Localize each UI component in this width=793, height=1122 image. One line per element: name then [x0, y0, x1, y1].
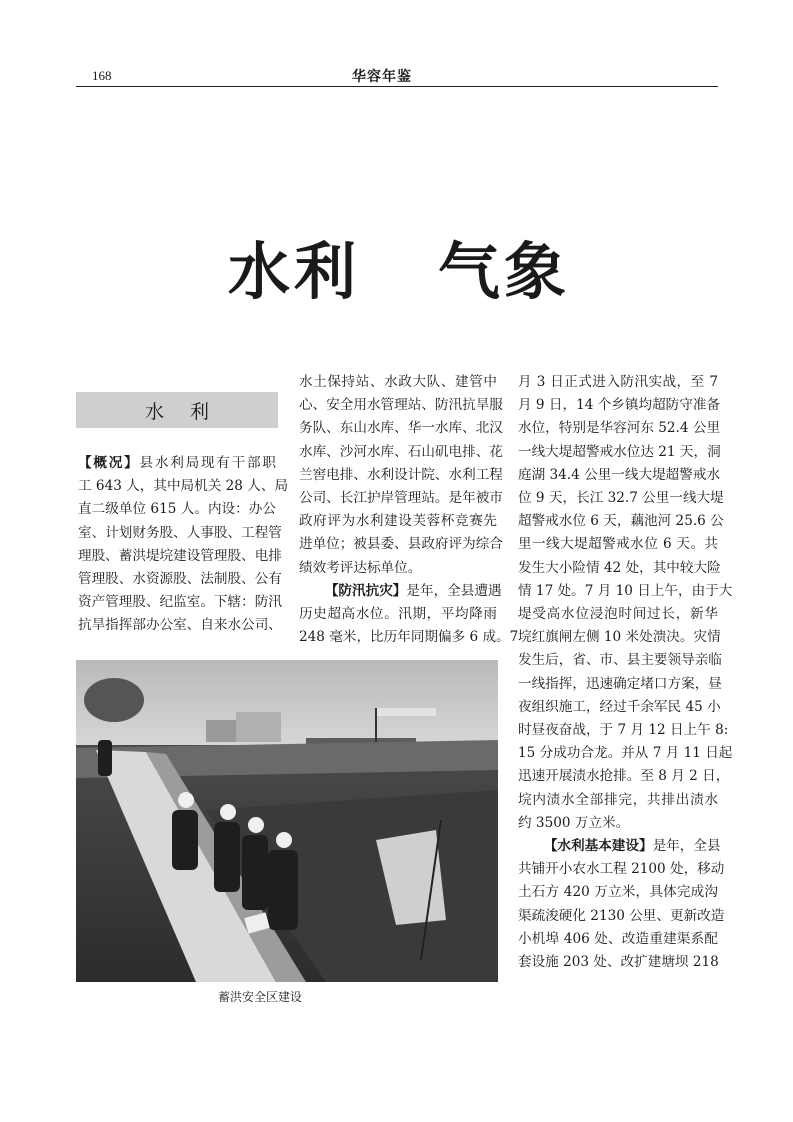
- line-text: 共铺开小农水工程 2100 处，移动: [518, 861, 725, 878]
- text-line: [518, 881, 718, 904]
- text-line: [518, 557, 721, 580]
- text-line: [518, 626, 721, 649]
- photo-caption: 蓄洪安全区建设: [218, 990, 303, 1004]
- text-line: [78, 614, 282, 637]
- line-text: 水库、沙河水库、石山矶电排、花: [299, 443, 503, 460]
- text-line: [518, 928, 718, 951]
- line-text: 历史超高水位。汛期，平均降雨: [299, 606, 497, 623]
- line-text: 进单位；被县委、县政府评为综合: [299, 536, 503, 553]
- text-line: [299, 441, 503, 464]
- text-line: [299, 487, 503, 510]
- line-text: 情 17 处。7 月 10 日上午，由于大: [518, 582, 733, 599]
- text-line: [518, 742, 733, 765]
- text-line: [518, 673, 722, 696]
- section-heading-box: [76, 392, 278, 428]
- line-text: 是年，全县: [652, 838, 721, 855]
- line-text: 迅速开展渍水抢排。至 8 月 2 日，: [518, 768, 730, 785]
- line-text: 248 毫米，比历年同期偏多 6 成。7: [299, 629, 519, 646]
- text-line: [518, 905, 725, 928]
- text-line: [299, 603, 497, 626]
- header-rule: [76, 86, 718, 87]
- running-header-title: 华容年鉴: [352, 69, 412, 85]
- text-line: [518, 533, 718, 556]
- text-line: [299, 557, 497, 580]
- text-line: [518, 696, 721, 719]
- text-line: [518, 765, 730, 788]
- construction-photo: [76, 660, 498, 982]
- text-line: [78, 452, 276, 475]
- line-text: 水位，特别是华容河东 52.4 公里: [518, 420, 721, 437]
- text-line: [518, 649, 722, 672]
- line-text: 约 3500 万立米。: [518, 814, 630, 831]
- line-text: 庭湖 34.4 公里一线大堤超警戒水: [518, 466, 721, 483]
- text-line: [518, 951, 718, 974]
- line-text: 水土保持站、水政大队、建管中: [299, 374, 497, 390]
- text-line: [299, 533, 503, 556]
- section-keyword: 【概况】: [78, 455, 140, 471]
- line-text: 室、计划财务股、人事股、工程管: [78, 524, 282, 541]
- line-text: 发生后，省、市、县主要领导亲临: [518, 652, 722, 669]
- text-line: [518, 510, 724, 533]
- line-text: 套设施 203 处、改扩建塘坝 218: [518, 954, 719, 971]
- line-text: 垸红旗闸左侧 10 米处溃决。灾情: [518, 629, 721, 646]
- text-line: [78, 522, 282, 545]
- text-line: [299, 394, 503, 417]
- line-text: 堤受高水位浸泡时间过长，新华: [518, 606, 718, 623]
- section-heading: 水利: [144, 400, 235, 423]
- section-keyword: 【水利基本建设】: [543, 838, 653, 855]
- line-text: 心、安全用水管理站、防汛抗旱服: [299, 397, 503, 414]
- text-line: [518, 417, 721, 440]
- text-line: [78, 498, 276, 521]
- text-line: [78, 591, 282, 614]
- page-number: 168: [92, 68, 112, 83]
- line-text: 直二级单位 615 人。内设：办公: [78, 501, 276, 518]
- line-text: 渠疏浚硬化 2130 公里、更新改造: [518, 907, 725, 924]
- line-text: 绩效考评达标单位。: [299, 559, 422, 576]
- section-keyword: 【防汛抗灾】: [324, 582, 407, 599]
- chapter-title-left: 水利: [228, 235, 361, 308]
- line-text: 理股、蓄洪堤垸建设管理股、电排: [78, 547, 282, 564]
- line-text: 时昼夜奋战，于 7 月 12 日上午 8:: [518, 722, 729, 739]
- line-text: 一线大堤超警戒水位达 21 天，洞: [518, 443, 721, 460]
- line-text: 夜组织施工，经过千余军民 45 小: [518, 698, 721, 715]
- line-text: 务队、东山水库、华一水库、北汉: [299, 420, 503, 437]
- line-text: 位 9 天，长江 32.7 公里一线大堤: [518, 490, 724, 507]
- text-line: [518, 441, 721, 464]
- text-line: [518, 371, 718, 394]
- text-line: [299, 464, 503, 487]
- text-line: [299, 626, 519, 649]
- text-line: [518, 394, 721, 417]
- line-text: 管理股、水资源股、法制股、公有: [78, 571, 282, 588]
- text-line: [518, 719, 729, 742]
- line-text: 小机埠 406 处、改造重建渠系配: [518, 930, 718, 947]
- text-line: [299, 417, 503, 440]
- line-text: 15 分成功合龙。并从 7 月 11 日起: [518, 745, 733, 762]
- line-text: 月 9 日，14 个乡镇均超防守准备: [518, 397, 721, 414]
- text-line: [78, 475, 289, 498]
- text-column-1: [78, 452, 289, 638]
- text-line: [299, 510, 497, 533]
- text-line: [518, 789, 718, 812]
- line-text: 垸内渍水全部排完，共排出渍水: [518, 791, 718, 808]
- text-column-2: [299, 371, 519, 649]
- line-text: 是年，全县遭遇: [406, 582, 502, 599]
- line-text: 抗旱指挥部办公室、自来水公司、: [78, 617, 282, 634]
- text-line: [78, 545, 282, 568]
- text-line: [299, 580, 502, 603]
- line-text: 政府评为水利建设芙蓉杯竞赛先: [299, 513, 497, 530]
- text-line: [299, 371, 497, 394]
- line-text: 超警戒水位 6 天，藕池河 25.6 公: [518, 513, 724, 530]
- line-text: 里一线大堤超警戒水位 6 天。共: [518, 536, 718, 553]
- photo-illustration: [76, 660, 498, 982]
- chapter-title-right: 气象: [438, 235, 571, 308]
- line-text: 资产管理股、纪监室。下辖：防汛: [78, 594, 282, 611]
- line-text: 月 3 日正式进入防汛实战，至 7: [518, 374, 718, 390]
- text-line: [518, 812, 718, 835]
- line-text: 发生大小险情 42 处，其中较大险: [518, 559, 721, 576]
- text-line: [518, 603, 718, 626]
- text-line: [518, 835, 721, 858]
- text-line: [518, 487, 724, 510]
- line-text: 兰窖电排、水利设计院、水利工程: [299, 466, 503, 483]
- line-text: 土石方 420 万立米，具体完成沟: [518, 884, 718, 901]
- line-text: 公司、长江护岸管理站。是年被市: [299, 490, 503, 507]
- text-line: [518, 858, 725, 881]
- line-text: 一线指挥，迅速确定堵口方案，昼: [518, 675, 722, 692]
- line-text: 工 643 人，其中局机关 28 人、局: [78, 478, 289, 495]
- line-text: 县水利局现有干部职: [139, 455, 276, 471]
- text-line: [518, 580, 733, 603]
- text-column-3: [518, 371, 733, 974]
- text-line: [78, 568, 282, 591]
- chapter-title: [228, 222, 570, 311]
- text-line: [518, 464, 721, 487]
